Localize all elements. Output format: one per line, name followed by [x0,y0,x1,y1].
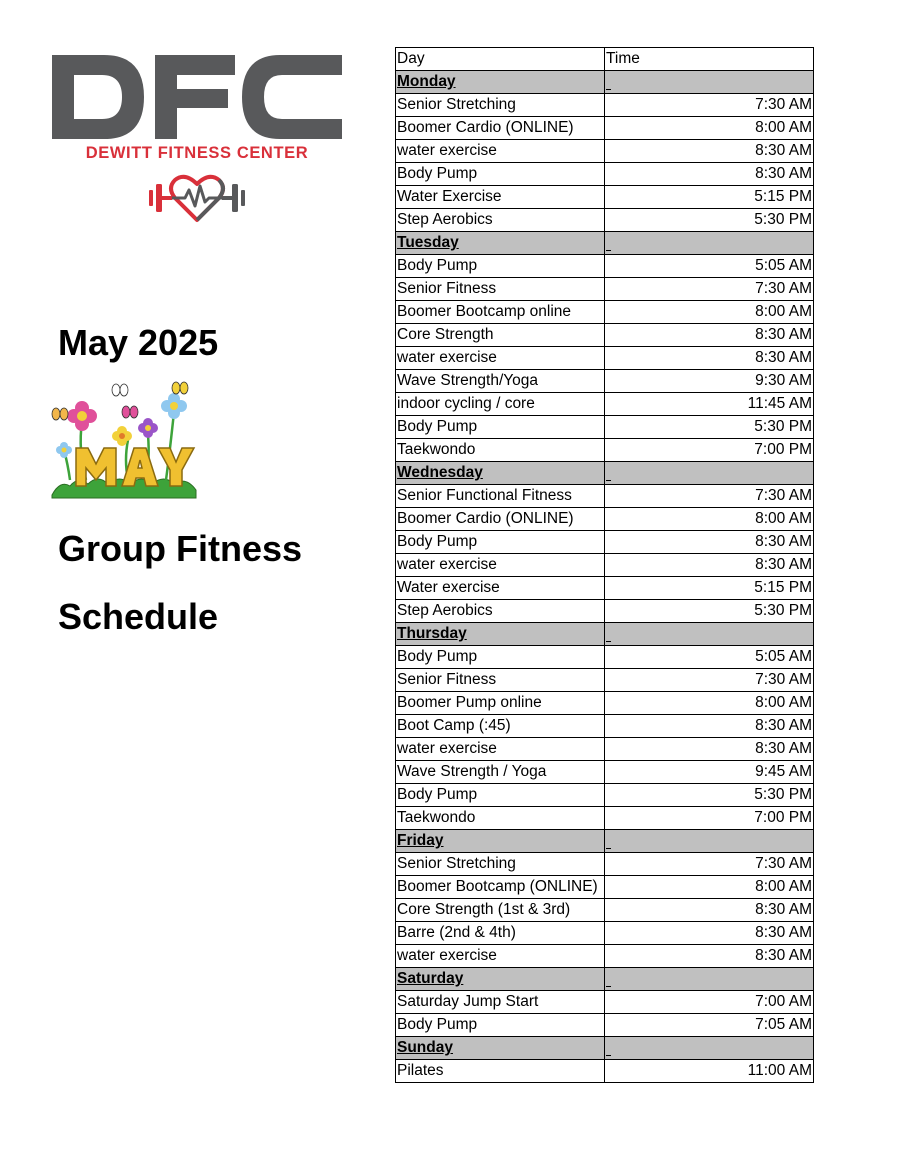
class-name: Wave Strength/Yoga [396,370,605,393]
table-row [396,370,814,393]
dfc-letters-logo [52,55,342,139]
page-title: May 2025 [58,322,219,363]
class-name: Pilates [396,1060,605,1083]
class-time: 8:00 AM [605,876,814,899]
day-header-time-cell [605,830,814,853]
day-name: Thursday [396,623,605,646]
class-time: 7:30 AM [605,669,814,692]
day-header-row [396,968,814,991]
table-row [396,646,814,669]
class-name: water exercise [396,738,605,761]
class-name: Body Pump [396,255,605,278]
class-name: Step Aerobics [396,209,605,232]
class-time: 8:30 AM [605,324,814,347]
day-name: Saturday [396,968,605,991]
schedule-body [396,48,814,1083]
table-row [396,508,814,531]
class-time: 8:00 AM [605,117,814,140]
underline-mark [606,232,611,251]
table-row [396,761,814,784]
class-time: 7:00 PM [605,807,814,830]
day-header-row [396,623,814,646]
table-row [396,416,814,439]
class-time: 8:30 AM [605,163,814,186]
class-name: Senior Fitness [396,278,605,301]
class-name: Water Exercise [396,186,605,209]
table-row [396,347,814,370]
class-time: 8:00 AM [605,508,814,531]
class-time: 5:30 PM [605,416,814,439]
table-row [396,324,814,347]
class-name: Water exercise [396,577,605,600]
dfc-logo [52,55,342,230]
table-row [396,945,814,968]
class-time: 5:05 AM [605,646,814,669]
class-name: water exercise [396,347,605,370]
class-name: Body Pump [396,163,605,186]
class-time: 9:45 AM [605,761,814,784]
class-name: Taekwondo [396,807,605,830]
day-header-time-cell [605,462,814,485]
table-row [396,600,814,623]
class-name: Senior Stretching [396,853,605,876]
class-time: 5:15 PM [605,577,814,600]
table-row [396,485,814,508]
day-name: Wednesday [396,462,605,485]
class-time: 8:30 AM [605,922,814,945]
class-name: Core Strength (1st & 3rd) [396,899,605,922]
table-row [396,439,814,462]
class-time: 7:30 AM [605,278,814,301]
class-name: water exercise [396,140,605,163]
subtitle-schedule: Schedule [58,596,219,637]
table-row [396,1060,814,1083]
class-name: Senior Functional Fitness [396,485,605,508]
table-row [396,853,814,876]
class-time: 8:30 AM [605,554,814,577]
day-name: Monday [396,71,605,94]
class-time: 8:30 AM [605,945,814,968]
class-name: Body Pump [396,784,605,807]
table-row [396,163,814,186]
class-name: water exercise [396,945,605,968]
class-time: 8:00 AM [605,692,814,715]
class-name: Body Pump [396,531,605,554]
table-row [396,807,814,830]
day-header-row [396,71,814,94]
table-row [396,117,814,140]
class-time: 8:30 AM [605,531,814,554]
day-name: Tuesday [396,232,605,255]
day-name: Sunday [396,1037,605,1060]
class-name: Step Aerobics [396,600,605,623]
table-row [396,1014,814,1037]
class-time: 7:30 AM [605,94,814,117]
table-row [396,301,814,324]
class-name: Body Pump [396,1014,605,1037]
schedule-table [395,47,814,1083]
day-header-time-cell [605,232,814,255]
class-time: 7:00 PM [605,439,814,462]
table-row [396,876,814,899]
class-time: 8:30 AM [605,899,814,922]
day-header-row [396,232,814,255]
class-time: 7:05 AM [605,1014,814,1037]
day-header-row [396,462,814,485]
class-time: 5:30 PM [605,600,814,623]
class-name: Saturday Jump Start [396,991,605,1014]
class-name: Senior Stretching [396,94,605,117]
table-row [396,393,814,416]
class-name: Boomer Bootcamp online [396,301,605,324]
heart-dumbbell-icon [147,170,247,226]
day-name: Friday [396,830,605,853]
class-name: Barre (2nd & 4th) [396,922,605,945]
day-header-row [396,830,814,853]
class-time: 8:00 AM [605,301,814,324]
day-header-time-cell [605,71,814,94]
table-row [396,899,814,922]
class-time: 8:30 AM [605,140,814,163]
class-name: Taekwondo [396,439,605,462]
class-time: 8:30 AM [605,347,814,370]
class-name: Boomer Cardio (ONLINE) [396,508,605,531]
underline-mark [606,462,611,481]
table-header-row [396,48,814,71]
table-row [396,738,814,761]
may-flowers-art [50,380,200,502]
header-time: Time [605,48,814,71]
class-name: Core Strength [396,324,605,347]
underline-mark [606,623,611,642]
table-row [396,94,814,117]
table-row [396,692,814,715]
table-row [396,140,814,163]
class-name: Boot Camp (:45) [396,715,605,738]
class-time: 11:00 AM [605,1060,814,1083]
class-name: Senior Fitness [396,669,605,692]
class-time: 5:30 PM [605,209,814,232]
class-time: 5:05 AM [605,255,814,278]
day-header-time-cell [605,623,814,646]
class-name: Boomer Bootcamp (ONLINE) [396,876,605,899]
class-time: 5:15 PM [605,186,814,209]
underline-mark [606,1037,611,1056]
class-name: Body Pump [396,416,605,439]
class-name: Wave Strength / Yoga [396,761,605,784]
class-time: 5:30 PM [605,784,814,807]
table-row [396,991,814,1014]
class-name: Boomer Pump online [396,692,605,715]
day-header-row [396,1037,814,1060]
table-row [396,255,814,278]
class-time: 7:00 AM [605,991,814,1014]
class-time: 8:30 AM [605,715,814,738]
table-row [396,554,814,577]
class-name: indoor cycling / core [396,393,605,416]
subtitle-group-fitness: Group Fitness [58,528,303,569]
table-row [396,577,814,600]
table-row [396,784,814,807]
class-time: 7:30 AM [605,853,814,876]
underline-mark [606,968,611,987]
logo-subtitle: DEWITT FITNESS CENTER [85,144,309,162]
class-name: water exercise [396,554,605,577]
table-row [396,278,814,301]
class-name: Boomer Cardio (ONLINE) [396,117,605,140]
day-header-time-cell [605,1037,814,1060]
class-name: Body Pump [396,646,605,669]
underline-mark [606,71,611,90]
header-day: Day [396,48,605,71]
table-row [396,531,814,554]
table-row [396,715,814,738]
class-time: 8:30 AM [605,738,814,761]
table-row [396,209,814,232]
class-time: 11:45 AM [605,393,814,416]
class-time: 7:30 AM [605,485,814,508]
table-row [396,922,814,945]
table-row [396,669,814,692]
day-header-time-cell [605,968,814,991]
class-time: 9:30 AM [605,370,814,393]
table-row [396,186,814,209]
underline-mark [606,830,611,849]
